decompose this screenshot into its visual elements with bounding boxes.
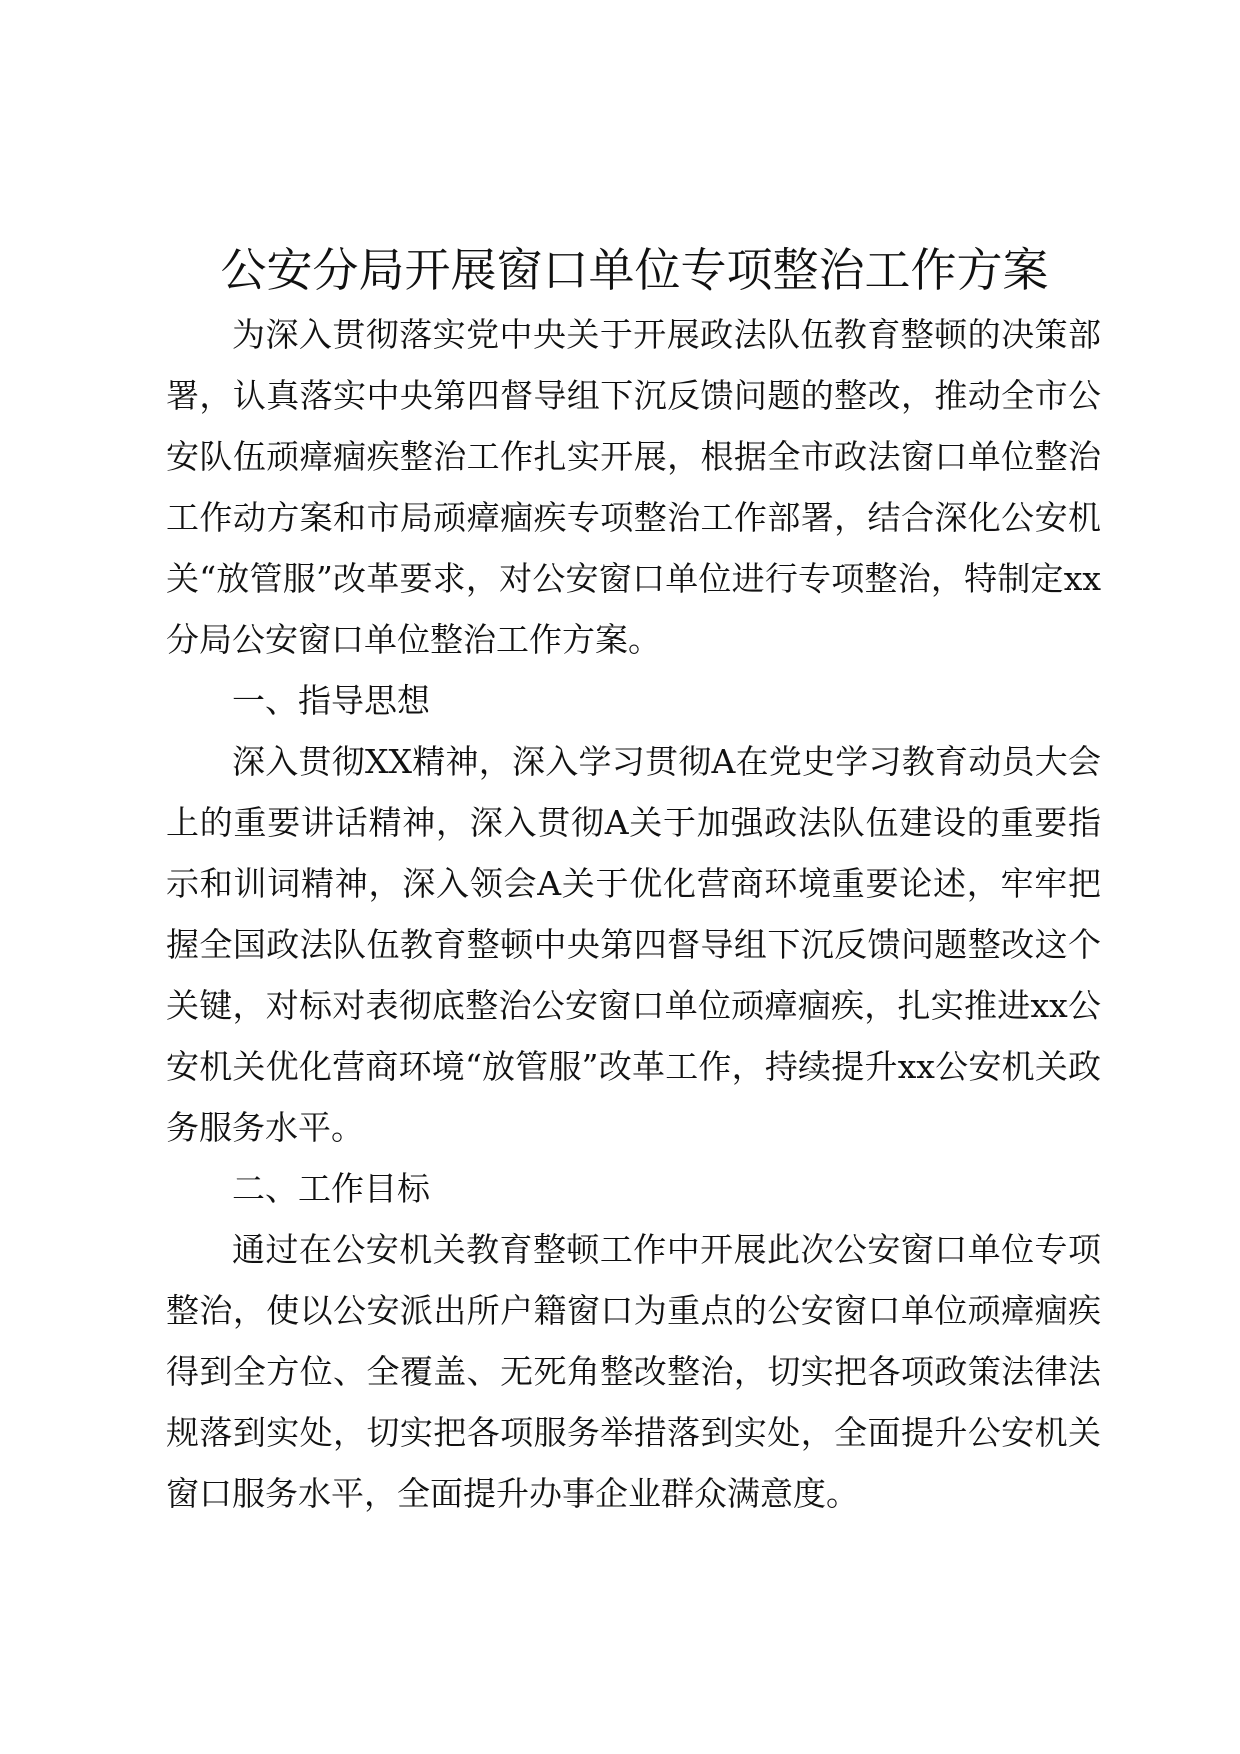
section-body-work-goals: 通过在公安机关教育整顿工作中开展此次公安窗口单位专项整治，使以公安派出所户籍窗口为重点的公安窗口单位顽瘴痼疾得到全方位、全覆盖、无死角整改整治，切实把各项政策法律法规落到实处，切实把各项服务举措落到实处，全面提升公安机关窗口服务水平，全面提升办事企业群众满意度。 bbox=[166, 1230, 1101, 1513]
document-body bbox=[166, 238, 1101, 1524]
section-heading-guiding-ideology: 一、指导思想 bbox=[232, 681, 430, 720]
document-title: 公安分局开展窗口单位专项整治工作方案 bbox=[220, 243, 1049, 297]
section-body-guiding-ideology: 深入贯彻XX精神，深入学习贯彻A在党史学习教育动员大会上的重要讲话精神，深入贯彻A关于加强政法队伍建设的重要指示和训词精神，深入领会A关于优化营商环境重要论述，牢牢把握全国政法队伍教育整顿中央第四督导组下沉反馈问题整改这个关键，对标对表彻底整治公安窗口单位顽瘴痼疾，扎实推进xx公安机关优化营商环境“放管服”改革工作，持续提升xx公安机关政务服务水平。 bbox=[166, 742, 1101, 1147]
section-heading-work-goals: 二、工作目标 bbox=[232, 1169, 430, 1208]
intro-paragraph: 为深入贯彻落实党中央关于开展政法队伍教育整顿的决策部署，认真落实中央第四督导组下沉反馈问题的整改，推动全市公安队伍顽瘴痼疾整治工作扎实开展，根据全市政法窗口单位整治工作动方案和市局顽瘴痼疾专项整治工作部署，结合深化公安机关“放管服”改革要求，对公安窗口单位进行专项整治，特制定xx分局公安窗口单位整治工作方案。 bbox=[166, 315, 1101, 659]
